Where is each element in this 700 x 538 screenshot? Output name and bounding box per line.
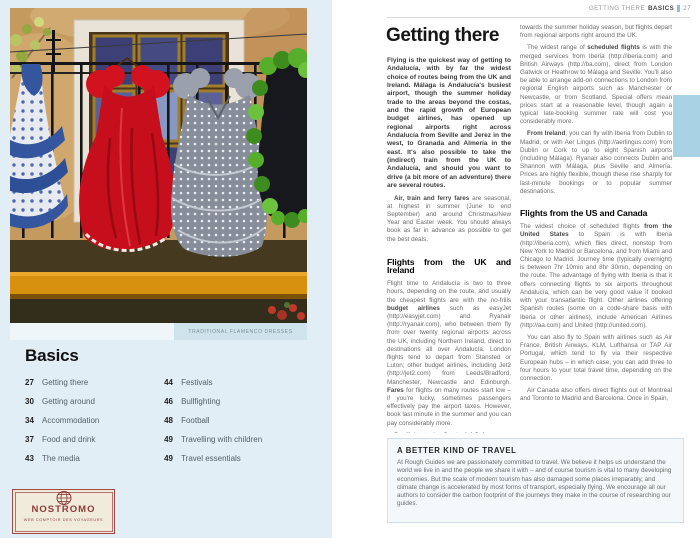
toc-item-travel-essentials <box>164 454 311 473</box>
toc-item-travelling-with-children <box>164 435 311 454</box>
nostromo-stamp <box>12 489 115 534</box>
photo-caption-box <box>174 323 307 340</box>
page-number: 27 <box>683 5 691 12</box>
left-page <box>0 0 332 538</box>
toc-item-bullfighting <box>164 397 311 416</box>
table-of-contents <box>25 378 311 473</box>
toc-label: Getting around <box>42 397 95 406</box>
photo-caption: TRADITIONAL FLAMENCO DRESSES <box>188 328 293 335</box>
text-column-1 <box>387 57 511 433</box>
toc-column-1 <box>25 378 164 473</box>
flamenco-dresses-photo <box>10 8 307 323</box>
toc-item-the-media <box>25 454 164 473</box>
paragraph-air-canada: Air Canada also offers direct flights out of Montreal and Toronto to Madrid and Barcelona. Once in Spain, <box>520 387 672 403</box>
paragraph-continuation: towards the summer holiday season, but flights depart from regional airports right around the UK. <box>520 24 672 40</box>
toc-column-2 <box>164 378 311 473</box>
paragraph-european-hubs: You can also fly to Spain with airlines such as Air France, British Airways, KLM, Lufthansa or TAP Air Portugal, which tend to fly via their respective European hubs – in which case, you can add three to four hours to your total travel time, depending on the connection. <box>520 333 672 382</box>
info-box-body: At Rough Guides we are passionately committed to travel. We believe it helps us understand the world we live in and the people we share it with – and of course tourism is vital to many developing economies. But the scale of modern tourism has also damaged some places irreparably, and climate change is accelerated by most forms of transport, especially flying. We encourage all our authors to consider the carbon footprint of the journeys they make in the course of researching our guides. <box>397 459 672 508</box>
paragraph-budget-airlines: Flight time to Andalucía is two to three hours, depending on the route, and usually the cheapest flights are with the no-frills budget airlines such as easyJet (http://easyjet.com) and Ryanair (http://ryanair.com), who between them fly from over twenty regional airports across the UK, including Northern Ireland, direct to destinations all over Andalucía. London flights tend to depart from Stansted or Luton; other budget airlines, including Jet2 (http://jet2.com) from Leeds/Bradford, Manchester, Newcastle and Edinburgh. Fares for flights on many routes start low – if you're lucky, sometimes passengers effectively pay the airport taxes. However, book last minute in the summer and you can pay considerably more. <box>387 280 511 427</box>
paragraph-costa-del-sol <box>387 432 511 433</box>
paragraph-fares: Air, train and ferry fares are seasonal, at highest in summer (June to end September) and around Christmas/New Year and Easter week. You should always book as far in advance as possible to get the best deals. <box>387 194 511 243</box>
toc-item-football <box>164 416 311 435</box>
contents-title: Basics <box>25 346 79 365</box>
toc-page-number: 44 <box>164 378 173 387</box>
toc-page-number: 30 <box>25 397 34 406</box>
toc-item-accommodation <box>25 416 164 435</box>
toc-label: Food and drink <box>42 435 96 444</box>
toc-label: Football <box>181 416 210 425</box>
better-kind-of-travel-box <box>387 438 684 523</box>
section-thumb-tab <box>673 95 700 157</box>
running-head-section: GETTING THERE <box>588 5 645 12</box>
intro-paragraph: Flying is the quickest way of getting to Andalucía, with by far the widest choice of routes being from the UK and Ireland. Málaga is Andalucía's busiest airport, though the summer holiday trade to the areas beyond the costas, and the rapid growth of European budget airlines, has opened up regional airports right across Andalucía from Seville and Jerez in the west, to Granada and Almería in the east. It's also possible to take the (indirect) train from the UK to Andalucía, and should you want to drive (a bit more of an adventure) there are several routes. <box>387 57 511 190</box>
running-head <box>589 5 691 12</box>
header-rule <box>387 17 690 18</box>
toc-item-getting-around <box>25 397 164 416</box>
stamp-name: NOSTROMO <box>31 504 96 515</box>
right-page <box>332 0 700 538</box>
toc-page-number: 34 <box>25 416 34 425</box>
section-heading-uk-ireland: Flights from the UK and Ireland <box>387 256 511 275</box>
toc-item-festivals <box>164 378 311 397</box>
stamp-tagline: WEB COMPTOIR DES VOYAGEURS <box>23 518 104 522</box>
contents-section <box>25 346 311 473</box>
toc-label: Bullfighting <box>181 397 221 406</box>
article-title: Getting there <box>386 25 500 46</box>
toc-label: Festivals <box>181 378 213 387</box>
toc-label: Travel essentials <box>181 454 241 463</box>
toc-page-number: 37 <box>25 435 34 444</box>
toc-page-number: 48 <box>164 416 173 425</box>
toc-label: Getting there <box>42 378 89 387</box>
flamenco-dresses-illustration <box>10 8 307 323</box>
header-accent-mark <box>677 5 680 12</box>
running-head-chapter: BASICS <box>647 5 675 12</box>
toc-page-number: 49 <box>164 454 173 463</box>
paragraph-united-states: The widest choice of scheduled flights from the United States to Spain is with Iberia (http://iberia.com), which flies direct, nonstop from New York to Madrid or Barcelona, and from Miami and Chicago to Madrid. Journey time (typically overnight) is between 7hr 10min and 8hr 30min, depending on the route. The advantage of flying with Iberia is that it offers connecting flights to six airports throughout Andalucía, which can be very good value if booked with your transatlantic flight. Other airlines offering Spanish routes (some on a code-share basis with Iberia or other airlines), include American Airlines (http://aa.com) and United (http://united.com). <box>520 223 672 329</box>
toc-label: The media <box>42 454 80 463</box>
section-heading-us-canada: Flights from the US and Canada <box>520 208 648 219</box>
toc-label: Travelling with children <box>181 435 263 444</box>
toc-item-getting-there <box>25 378 164 397</box>
globe-icon <box>56 491 72 505</box>
toc-page-number: 46 <box>164 397 173 406</box>
paragraph-scheduled-flights: The widest range of scheduled flights is with the merged services from Iberia (http://iberia.com) and British Airways (http://ba.com), direct from London Gatwick or Heathrow to Málaga and Seville. You'll also be able to arrange add-on connections to London from regional English airports such as Manchester or Newcastle, or from Scotland. Special offers mean prices start at a reasonable level, though again a typical late-booking summer rate will cost you considerably more. <box>520 44 672 126</box>
toc-page-number: 27 <box>25 378 34 387</box>
info-box-title: A BETTER KIND OF TRAVEL <box>397 446 517 455</box>
photo-caption-strip <box>10 323 307 340</box>
toc-item-food-and-drink <box>25 435 164 454</box>
text-column-2 <box>520 24 672 433</box>
toc-label: Accommodation <box>42 416 100 425</box>
toc-page-number: 43 <box>25 454 34 463</box>
toc-page-number: 49 <box>164 435 173 444</box>
paragraph-from-ireland: From Ireland, you can fly with Iberia from Dublin to Madrid, or with Aer Lingus (http://aerlingus.com) from Dublin or Cork to up to eight Spanish airports (including Málaga). Ryanair also connects Dublin and Shannon with Málaga, plus Seville and Almería. Prices are highly flexible, though these rise sharply for last-minute bookings or to popular summer destinations. <box>520 130 672 195</box>
